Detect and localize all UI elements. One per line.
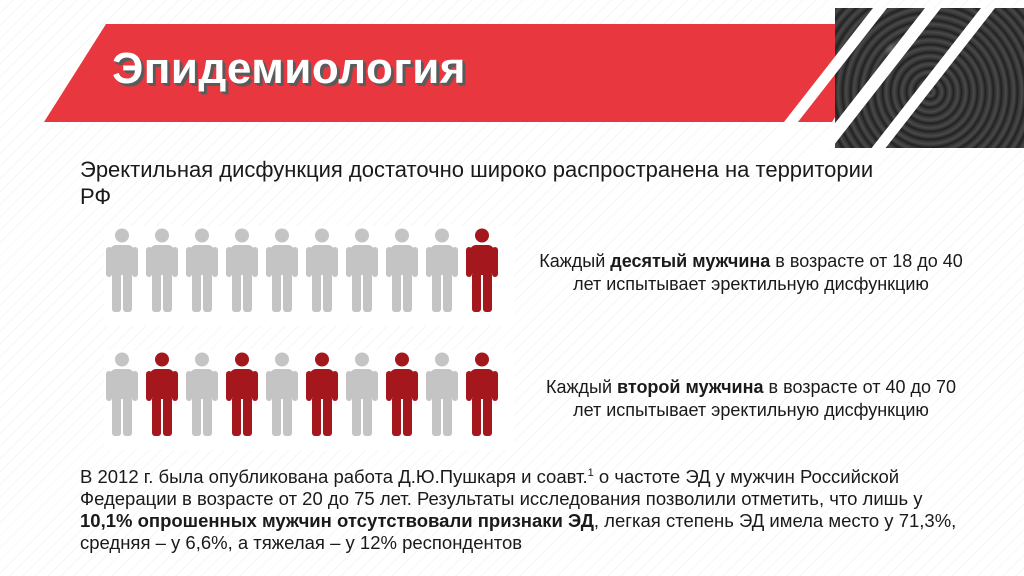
people-row-1 — [106, 228, 498, 312]
slide-title: Эпидемиология — [112, 44, 466, 93]
fact-2-bold: второй мужчина — [617, 377, 764, 397]
fact-1 — [536, 250, 966, 296]
study-bold: 10,1% опрошенных мужчин отсутствовали признаки ЭД — [80, 510, 594, 532]
person-icon-gray — [306, 228, 338, 312]
people-row-2 — [106, 352, 498, 436]
person-icon-gray — [186, 228, 218, 312]
person-icon-red — [226, 352, 258, 436]
person-icon-gray — [386, 228, 418, 312]
person-icon-red — [146, 352, 178, 436]
person-icon-red — [466, 228, 498, 312]
study-text-3: , легкая степень ЭД имела место у 71,3%, средняя – у 6,6%, а тяжелая – у 12% респондентов — [80, 510, 957, 554]
person-icon-gray — [106, 352, 138, 436]
fact-1-suffix: в возрасте от 18 до 40 лет испытывает эректильную дисфункцию — [573, 251, 963, 294]
person-icon-gray — [106, 228, 138, 312]
person-icon-red — [386, 352, 418, 436]
person-icon-gray — [346, 228, 378, 312]
person-icon-gray — [426, 228, 458, 312]
person-icon-gray — [146, 228, 178, 312]
person-icon-gray — [426, 352, 458, 436]
person-icon-red — [466, 352, 498, 436]
study-text-1: В 2012 г. была опубликована работа Д.Ю.Пушкаря и соавт. — [80, 466, 588, 488]
study-ref: 1 — [587, 467, 594, 479]
fact-1-bold: десятый мужчина — [610, 251, 771, 271]
fact-1-prefix: Каждый — [539, 251, 611, 271]
person-icon-gray — [226, 228, 258, 312]
intro-text: Эректильная дисфункция достаточно широко распространена на территории РФ — [80, 157, 874, 209]
person-icon-gray — [266, 352, 298, 436]
person-icon-gray — [186, 352, 218, 436]
crowd-photo — [835, 8, 1024, 148]
person-icon-gray — [266, 228, 298, 312]
fact-2-prefix: Каждый — [545, 377, 618, 397]
person-icon-red — [306, 352, 338, 436]
person-icon-gray — [346, 352, 378, 436]
fact-2 — [536, 376, 966, 422]
study-paragraph — [80, 462, 980, 554]
fact-2-suffix: в возрасте от 40 до 70 лет испытывает эректильную дисфункцию — [573, 377, 956, 420]
study-text-2: о частоте ЭД у мужчин Российской Федерации в возрасте от 20 до 75 лет. Результаты исследования позволили отметить, что лишь у — [80, 466, 923, 510]
